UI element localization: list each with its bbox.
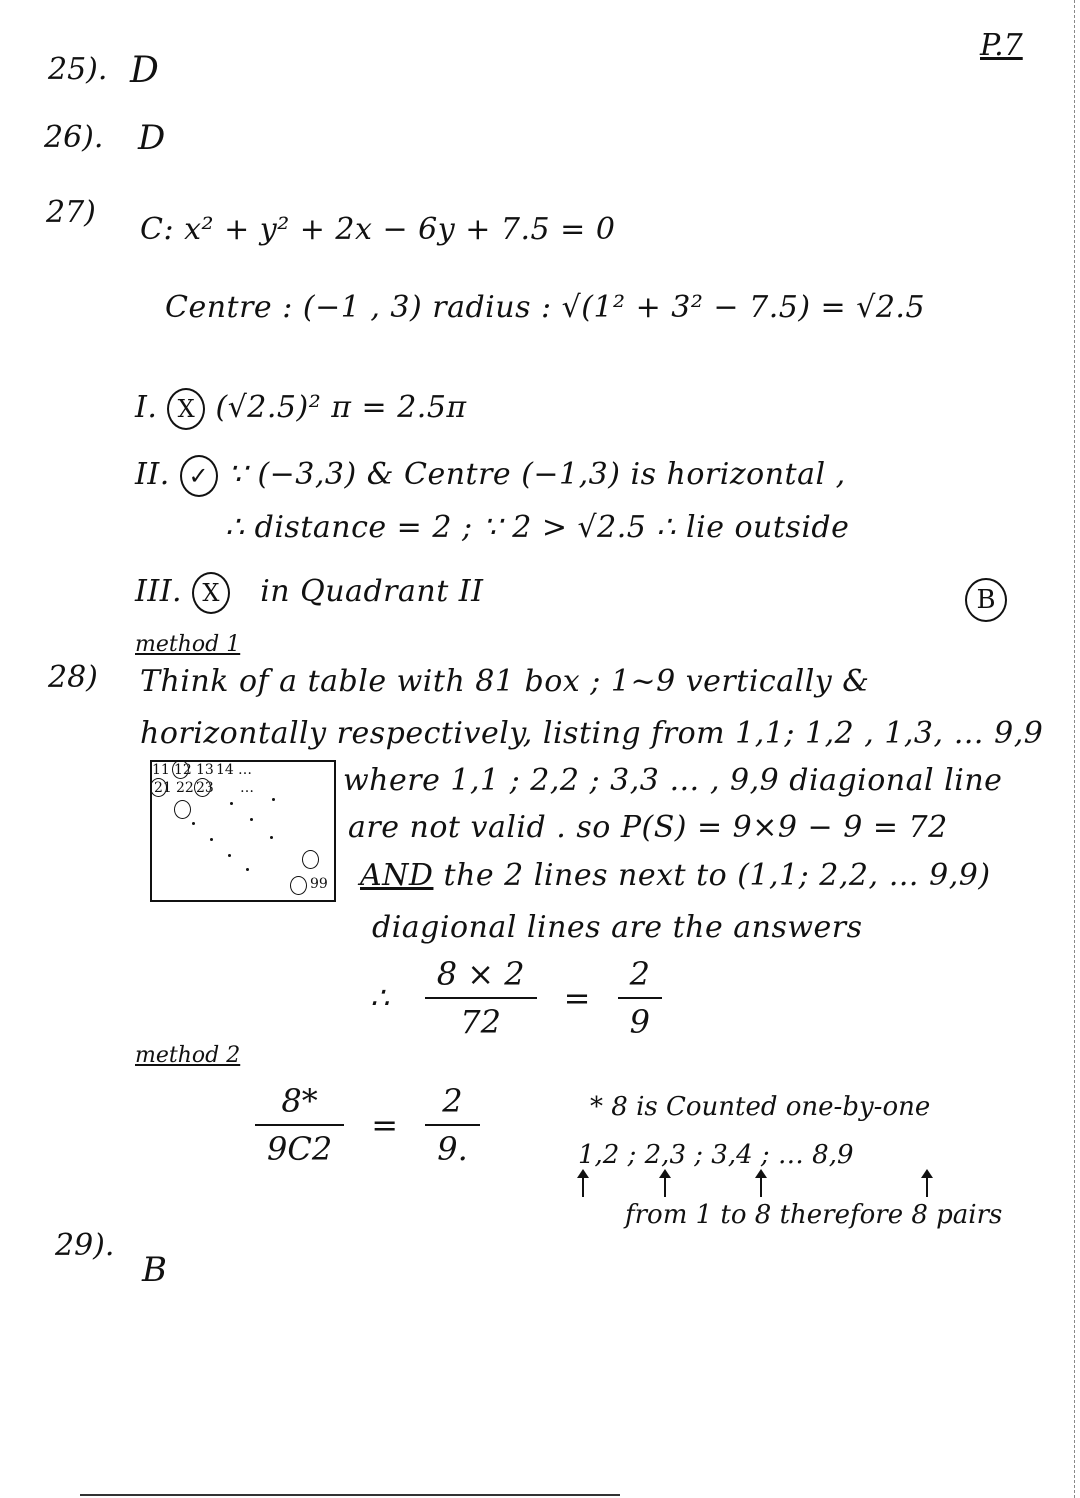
fraction-2-over-9: $\frac{2}{9}$: [618, 955, 662, 1041]
arrow-up-icon: [760, 1175, 762, 1197]
answer-circle: B: [965, 578, 1007, 622]
note-line3: from 1 to 8 therefore 8 pairs: [625, 1200, 1003, 1230]
q28-line5: [360, 858, 991, 893]
note-line2: 1,2 ; 2,3 ; 3,4 ; … 8,9: [578, 1140, 854, 1170]
check-mark-icon: ✓: [180, 455, 218, 497]
q28-label: 28): [48, 660, 98, 695]
cross-mark-icon: X: [192, 572, 230, 614]
note-line1: * 8 is Counted one-by-one: [590, 1092, 931, 1122]
method1-title: method 1: [135, 632, 241, 657]
cell-23: 23: [196, 780, 214, 796]
item3-text: in Quadrant II: [260, 574, 484, 609]
sample-space-table: [150, 760, 336, 902]
q27-item2-line2: ∴ distance = 2 ; ∵ 2 > √2.5 ∴ lie outside: [225, 510, 850, 545]
item3-label: III.: [135, 574, 183, 609]
q28-line6: diagional lines are the answers: [372, 910, 863, 945]
q25-answer: D: [130, 50, 160, 91]
scan-bottom-line: [80, 1494, 620, 1496]
q29-answer: B: [142, 1250, 168, 1290]
circle-marker: [172, 760, 189, 779]
circle-marker: [302, 850, 319, 869]
q27-label: 27): [46, 195, 96, 230]
circle-marker: [194, 778, 211, 797]
cell-13: 13: [196, 762, 214, 778]
therefore-symbol: ∴: [370, 980, 390, 1016]
item1-label: I.: [135, 390, 158, 425]
fraction-8-over-9c2: $\frac{8*}{9C2}$: [255, 1082, 344, 1168]
arrow-up-icon: [582, 1175, 584, 1197]
q28-result: ∴ $\frac{8 \times 2}{72}$ = $\frac{2}{9}$: [370, 955, 662, 1041]
arrow-up-icon: [664, 1175, 666, 1197]
circle-marker: [150, 778, 167, 797]
cell-14: 14: [216, 762, 234, 778]
q27-centre-radius: Centre : (−1 , 3) radius : √(1² + 3² − 7.5) = √2.5: [165, 290, 926, 325]
line5-text: the 2 lines next to (1,1; 2,2, … 9,9): [443, 858, 991, 893]
q27-item3: [135, 572, 484, 614]
and-keyword: AND: [360, 858, 434, 893]
page-number: P.7: [980, 28, 1023, 63]
q27-item2: [135, 455, 846, 497]
q26-label: 26).: [44, 120, 104, 155]
cross-mark-icon: X: [167, 388, 205, 430]
q28-line4: are not valid . so P(S) = 9×9 − 9 = 72: [348, 810, 948, 845]
fraction-8x2-over-72: $\frac{8 \times 2}{72}$: [425, 955, 537, 1041]
circle-marker: [174, 800, 191, 819]
scan-edge: [1074, 0, 1075, 1498]
q28-line3: where 1,1 ; 2,2 ; 3,3 … , 9,9 diagional line: [343, 763, 1003, 798]
cell-21: 21: [154, 780, 172, 796]
q28-line1: Think of a table with 81 box ; 1~9 vertically &: [140, 664, 870, 699]
cell-ellipsis: …: [238, 762, 252, 778]
method2-result: $\frac{8*}{9C2}$ = $\frac{2}{9.}$: [255, 1082, 480, 1168]
q25-label: 25).: [48, 52, 108, 87]
cell-12: 12: [174, 762, 192, 778]
q29-label: 29).: [55, 1228, 115, 1263]
item2-text: ∵ (−3,3) & Centre (−1,3) is horizontal ,: [227, 457, 846, 492]
circle-marker: [290, 876, 307, 895]
q26-answer: D: [138, 118, 166, 158]
cell-ellipsis: …: [240, 780, 254, 796]
item1-text: (√2.5)² π = 2.5π: [215, 390, 467, 425]
cell-22: 22: [176, 780, 194, 796]
q27-answer: [965, 578, 1007, 622]
cell-11: 11: [152, 762, 170, 778]
arrow-up-icon: [926, 1175, 928, 1197]
fraction-2-over-9: $\frac{2}{9.}$: [425, 1082, 480, 1168]
method2-title: method 2: [135, 1043, 241, 1068]
q27-item1: [135, 388, 467, 430]
q27-equation: C: x² + y² + 2x − 6y + 7.5 = 0: [140, 212, 616, 247]
item2-label: II.: [135, 457, 170, 492]
q28-line2: horizontally respectively, listing from 1,1; 1,2 , 1,3, … 9,9: [140, 716, 1044, 751]
cell-99: 99: [310, 876, 328, 892]
